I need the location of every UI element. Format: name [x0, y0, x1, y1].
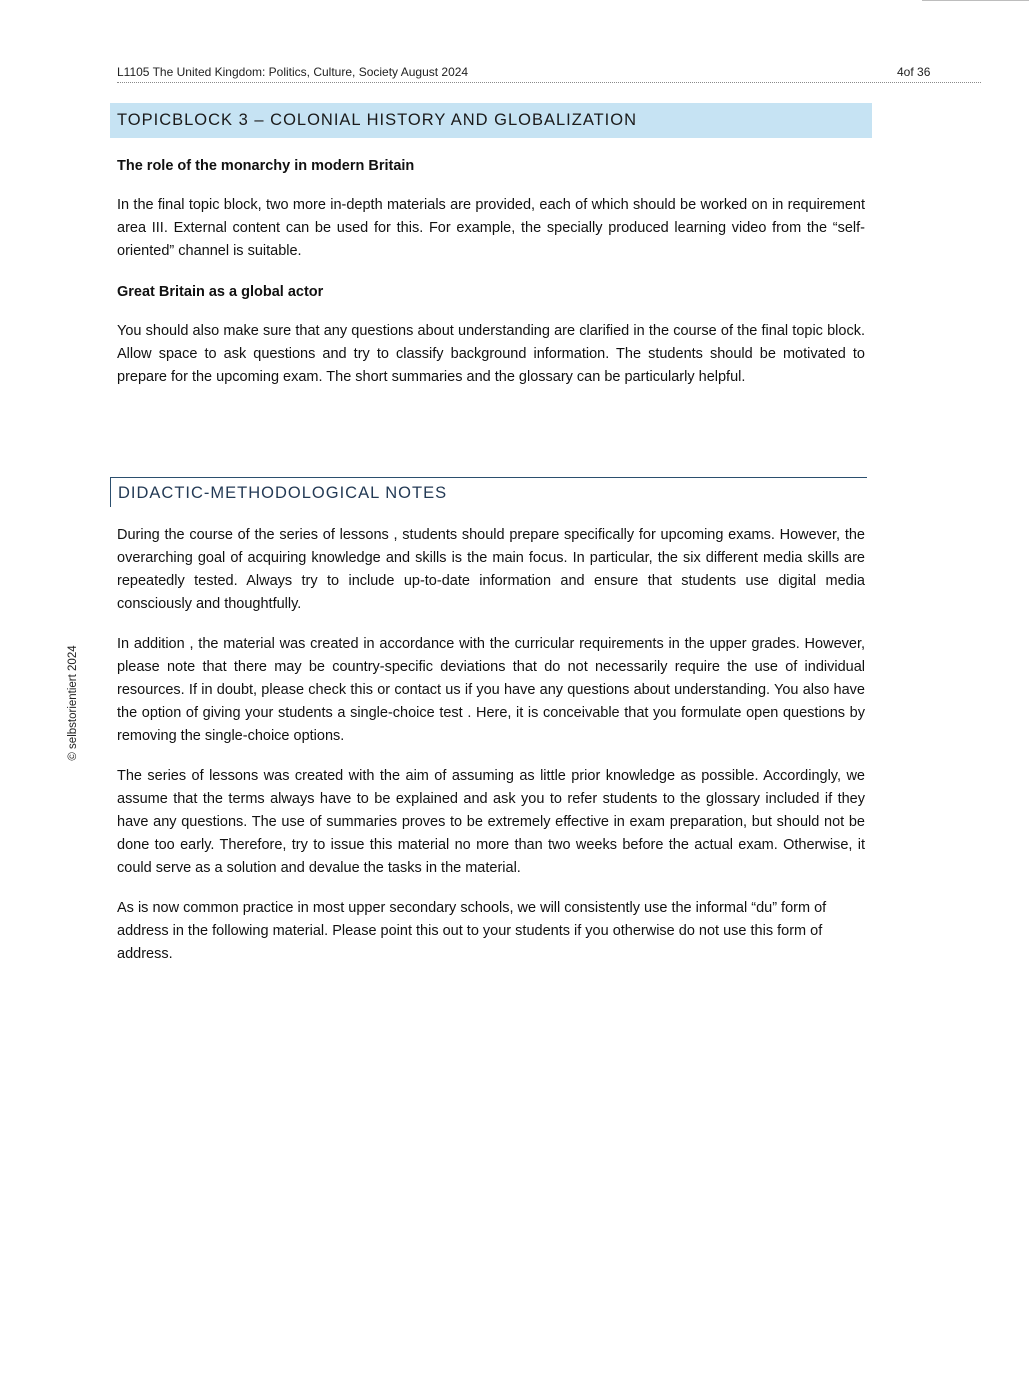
page-header [117, 65, 981, 83]
topic-block-banner [110, 103, 872, 138]
didactic-paragraph-4: As is now common practice in most upper secondary schools, we will consistently use the informal “du” form of address in the following material. Please point this out to your students if you otherwise do not use this form of address. [117, 900, 827, 962]
document-title: L1105 The United Kingdom: Politics, Culture, Society August 2024 [117, 65, 469, 79]
copyright-notice: © selbstorientiert 2024 [67, 645, 79, 761]
topic-block-title: TOPICBLOCK 3 – COLONIAL HISTORY AND GLOBALIZATION [117, 111, 638, 129]
didactic-section-title: DIDACTIC-METHODOLOGICAL NOTES [118, 484, 448, 502]
top-edge-rule [922, 0, 1029, 1]
didactic-paragraph-3: The series of lessons was created with the aim of assuming as little prior knowledge as possible. Accordingly, we assume that the terms always have to be explained and ask you to refer students to the glossary included if they have any questions. The use of summaries proves to be extremely effective in exam preparation, but should not be done too early. Therefore, try to issue this material no more than two weeks before the actual exam. Otherwise, it could serve as a solution and devalue the tasks in the material. [117, 768, 865, 876]
paragraph-monarchy: In the final topic block, two more in-depth materials are provided, each of which should be worked on in requirement area III. External content can be used for this. For example, the specially produced learning video from the “self-oriented” channel is suitable. [117, 197, 865, 259]
subsection-heading-global-actor: Great Britain as a global actor [117, 284, 324, 300]
paragraph-global-actor: You should also make sure that any questions about understanding are clarified in the course of the final topic block. Allow space to ask questions and try to classify background information. The students should be motivated to prepare for the upcoming exam. The short summaries and the glossary can be particularly helpful. [117, 323, 865, 385]
subsection-heading-monarchy: The role of the monarchy in modern Britain [117, 158, 415, 174]
didactic-paragraph-1: During the course of the series of lessons , students should prepare specifically for upcoming exams. However, the overarching goal of acquiring knowledge and skills is the main focus. In particular, the six different media skills are repeatedly tested. Always try to include up-to-date information and ensure that students use digital media consciously and thoughtfully. [117, 527, 865, 612]
didactic-paragraph-2: In addition , the material was created in accordance with the curricular requirements in the upper grades. However, please note that there may be country-specific deviations that do not necessarily require the use of individual resources. If in doubt, please check this or contact us if you have any questions about understanding. You also have the option of giving your students a single-choice test . Here, it is conceivable that you formulate open questions by removing the single-choice options. [117, 636, 865, 744]
page-number: 4of 36 [897, 65, 931, 79]
didactic-section-heading [110, 477, 867, 507]
